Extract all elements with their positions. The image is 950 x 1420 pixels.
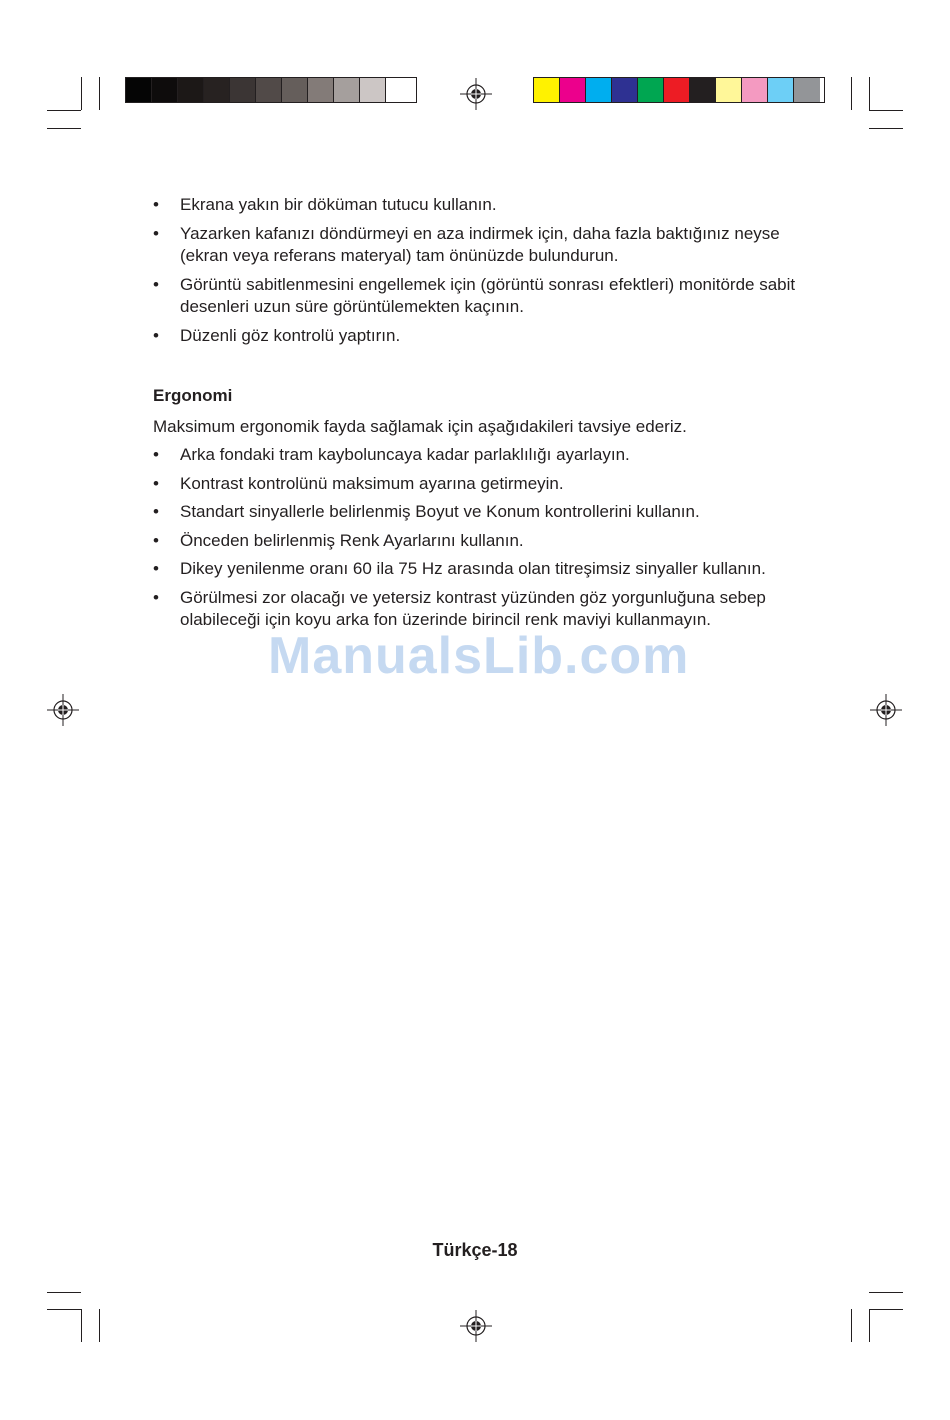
color-swatch [152, 78, 178, 102]
bullet: • [153, 530, 159, 550]
crop-mark [47, 1309, 81, 1310]
section-heading: Ergonomi [153, 386, 233, 405]
crop-mark [47, 110, 81, 111]
color-swatch [256, 78, 282, 102]
color-swatch [534, 78, 560, 102]
color-bar [533, 77, 825, 103]
bullet: • [153, 559, 159, 578]
crop-mark [869, 1309, 870, 1342]
color-swatch [794, 78, 820, 102]
color-swatch [716, 78, 742, 102]
registration-mark-left-icon [47, 694, 79, 726]
grayscale-bar [125, 77, 417, 103]
color-swatch [690, 78, 716, 102]
bullet: • [153, 587, 159, 607]
list-item: • Ekrana yakın bir döküman tutucu kullanın. [153, 194, 813, 217]
list-item: • Görülmesi zor olacağı ve yetersiz kontrast yüzünden göz yorgunluğuna sebep olabileceği için koyu arka fon üzerinde birincil renk maviyi kullanmayın. [153, 587, 766, 629]
registration-mark-right-icon [870, 694, 902, 726]
color-swatch [308, 78, 334, 102]
color-swatch [768, 78, 794, 102]
crop-mark [81, 77, 82, 110]
list-item: • Yazarken kafanızı döndürmeyi en aza indirmek için, daha fazla baktığınız neyse (ekran veya referans materyal) tam önünüzde bulundurun. [153, 223, 780, 265]
crop-mark [99, 1309, 100, 1342]
page-footer: Türkçe-18 [432, 1240, 518, 1260]
color-swatch [612, 78, 638, 102]
crop-mark [869, 77, 870, 110]
color-swatch [638, 78, 664, 102]
bullet: • [153, 473, 159, 493]
crop-mark [869, 110, 903, 111]
crop-mark [869, 128, 903, 129]
crop-mark [81, 1309, 82, 1342]
color-swatch [386, 78, 412, 102]
bullet: • [153, 195, 159, 214]
bullet: • [153, 274, 159, 294]
watermark: ManualsLib.com [268, 627, 690, 685]
color-swatch [560, 78, 586, 102]
registration-mark-top-icon [460, 78, 492, 110]
ergonomics-list [153, 444, 813, 632]
list-item: • Dikey yenilenme oranı 60 ila 75 Hz arasında olan titreşimsiz sinyaller kullanın. [153, 558, 813, 581]
list-item: • Önceden belirlenmiş Renk Ayarlarını kullanın. [153, 530, 813, 553]
bullet: • [153, 325, 159, 345]
color-swatch [742, 78, 768, 102]
crop-mark [869, 1309, 903, 1310]
color-swatch [334, 78, 360, 102]
crop-mark [851, 1309, 852, 1342]
list-item: • Düzenli göz kontrolü yaptırın. [153, 325, 813, 348]
color-swatch [664, 78, 690, 102]
crop-mark [851, 77, 852, 110]
bullet: • [153, 502, 159, 521]
crop-mark [47, 128, 81, 129]
registration-mark-bottom-icon [460, 1310, 492, 1342]
tips-list [153, 194, 813, 347]
color-swatch [586, 78, 612, 102]
list-item: • Arka fondaki tram kayboluncaya kadar parlaklılığı ayarlayın. [153, 444, 813, 467]
color-swatch [126, 78, 152, 102]
list-item: • Standart sinyallerle belirlenmiş Boyut ve Konum kontrollerini kullanın. [153, 501, 813, 524]
section-intro: Maksimum ergonomik fayda sağlamak için aşağıdakileri tavsiye ederiz. [153, 416, 687, 436]
page-content [153, 194, 813, 638]
list-item: • Kontrast kontrolünü maksimum ayarına getirmeyin. [153, 473, 813, 496]
bullet: • [153, 445, 159, 464]
color-swatch [204, 78, 230, 102]
crop-mark [869, 1292, 903, 1293]
list-item: • Görüntü sabitlenmesini engellemek için (görüntü sonrası efektleri) monitörde sabit desenleri uzun süre görüntülemekten kaçının. [153, 274, 796, 316]
bullet: • [153, 223, 159, 243]
color-swatch [230, 78, 256, 102]
color-swatch [178, 78, 204, 102]
crop-mark [47, 1292, 81, 1293]
crop-mark [99, 77, 100, 110]
color-swatch [360, 78, 386, 102]
color-swatch [282, 78, 308, 102]
